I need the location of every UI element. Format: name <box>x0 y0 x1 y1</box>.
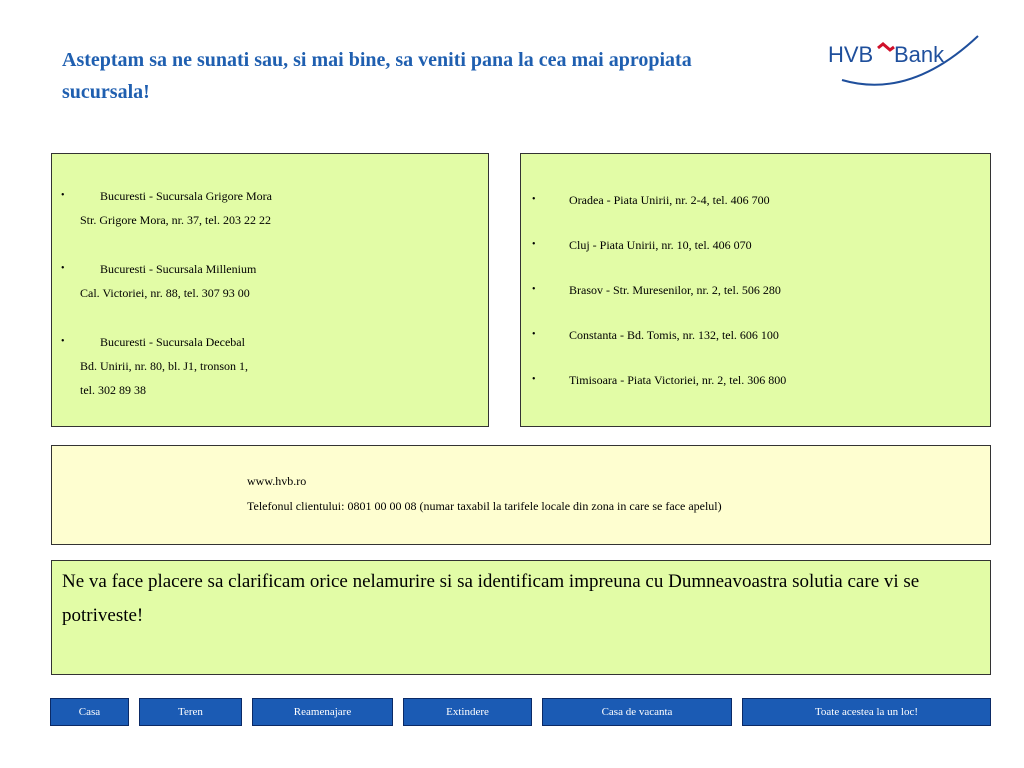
list-item <box>52 184 488 232</box>
list-item: • Constanta - Bd. Tomis, nr. 132, tel. 606 100 <box>521 323 990 368</box>
closing-message: Ne va face placere sa clarificam orice nelamurire si sa identificam impreuna cu Dumneavoastra solutia care vi se potriveste! <box>62 571 920 626</box>
regional-branch-list <box>521 188 990 413</box>
list-item <box>52 330 488 402</box>
list-item: • Brasov - Str. Muresenilor, nr. 2, tel. 506 280 <box>521 278 990 323</box>
branch-name: • Bucuresti - Sucursala Millenium <box>100 257 488 281</box>
branch-name: • Bucuresti - Sucursala Grigore Mora <box>100 184 488 208</box>
branch-address: Str. Grigore Mora, nr. 37, tel. 203 22 22 <box>80 213 271 227</box>
hvb-bank-logo <box>820 30 985 100</box>
list-item: • Timisoara - Piata Victoriei, nr. 2, tel. 306 800 <box>521 368 990 413</box>
nav-button-extindere[interactable]: Extindere <box>403 698 532 726</box>
list-item: • Oradea - Piata Unirii, nr. 2-4, tel. 406 700 <box>521 188 990 233</box>
message-panel <box>51 560 991 675</box>
list-item: • Cluj - Piata Unirii, nr. 10, tel. 406 070 <box>521 233 990 278</box>
branch-phone: tel. 302 89 38 <box>80 383 146 397</box>
nav-button-casa-de-vacanta[interactable]: Casa de vacanta <box>542 698 732 726</box>
nav-button-teren[interactable]: Teren <box>139 698 242 726</box>
branch-address: Cal. Victoriei, nr. 88, tel. 307 93 00 <box>80 286 250 300</box>
contact-panel <box>51 445 991 545</box>
branch-name: • Bucuresti - Sucursala Decebal <box>100 330 488 354</box>
bucharest-branch-list <box>52 184 488 427</box>
nav-button-reamenajare[interactable]: Reamenajare <box>252 698 393 726</box>
website-link[interactable]: www.hvb.ro <box>247 474 307 488</box>
bucharest-branches-panel <box>51 153 489 427</box>
page-title: Asteptam sa ne sunati sau, si mai bine, sa veniti pana la cea mai apropiata sucursala! <box>62 49 692 103</box>
logo-text-bank: Bank <box>894 42 945 67</box>
logo-text-hvb: HVB <box>828 42 874 67</box>
list-item <box>52 257 488 305</box>
customer-phone-text: Telefonul clientului: 0801 00 00 08 (numar taxabil la tarifele locale din zona in care se face apelul) <box>247 499 722 513</box>
nav-button-toate[interactable]: Toate acestea la un loc! <box>742 698 991 726</box>
branch-address: Bd. Unirii, nr. 80, bl. J1, tronson 1, <box>80 359 249 373</box>
nav-button-casa[interactable]: Casa <box>50 698 129 726</box>
regional-branches-panel <box>520 153 991 427</box>
